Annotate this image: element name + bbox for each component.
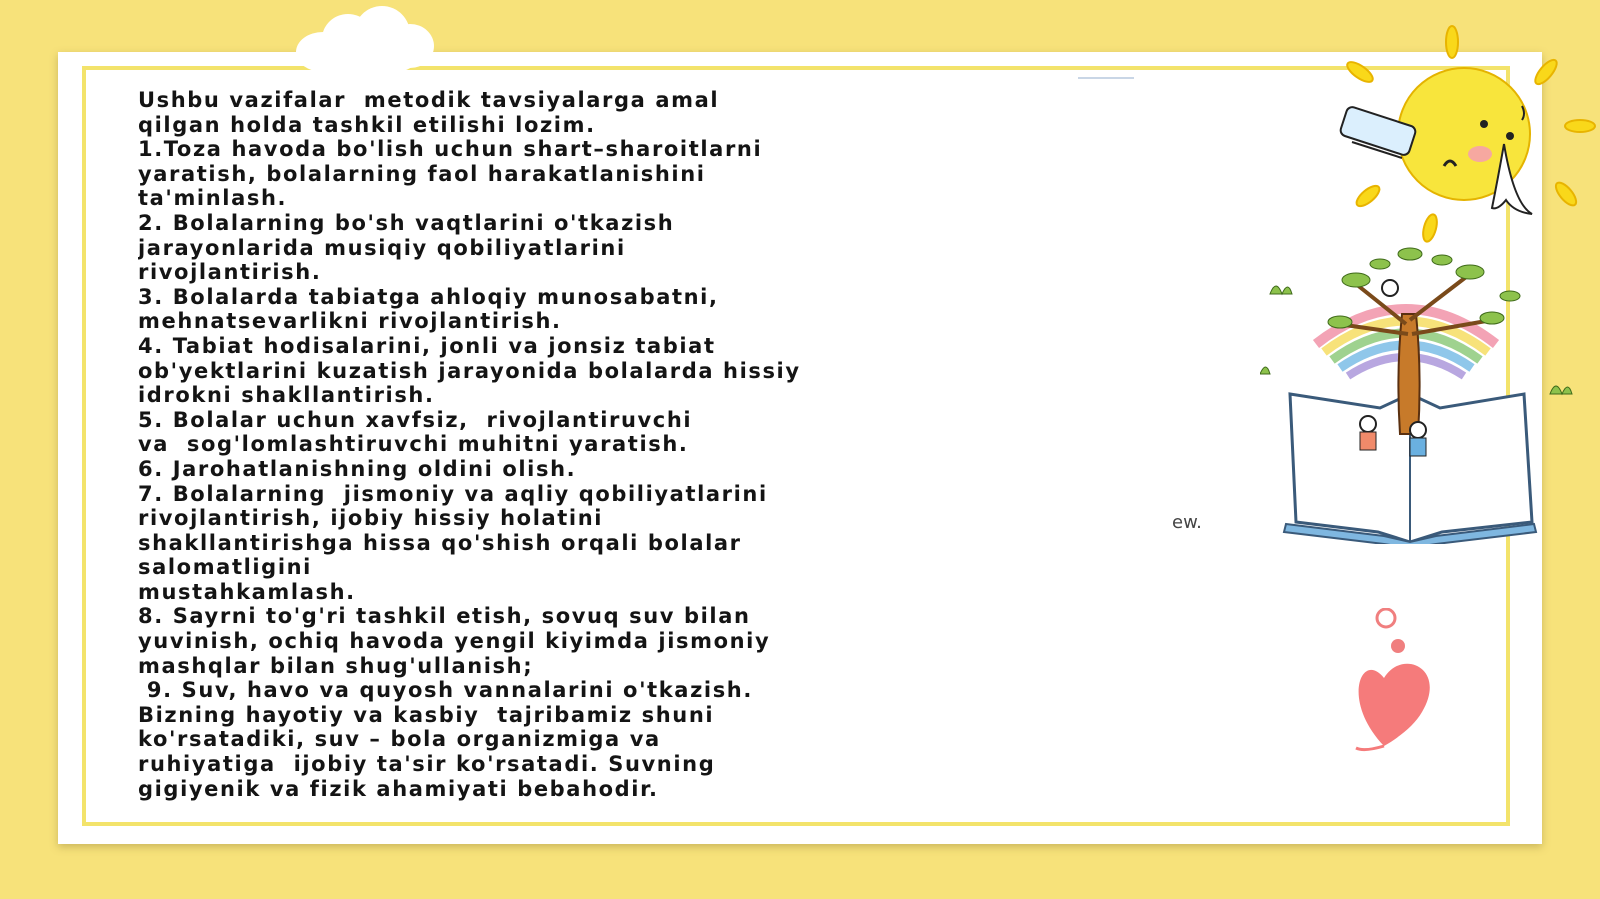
text-line: gigiyenik va fizik ahamiyati bebahodir. bbox=[138, 776, 659, 801]
text-line: va sog'lomlashtiruvchi muhitni yaratish. bbox=[138, 432, 689, 457]
text-line: 1.Toza havoda bo'lish uchun shart–sharoitlarni bbox=[138, 137, 763, 162]
text-line: 9. Suv, havo va quyosh vannalarini o'tkazish. bbox=[138, 678, 753, 703]
text-line: 5. Bolalar uchun xavfsiz, rivojlantiruvchi bbox=[138, 407, 693, 432]
cloud-decoration-icon bbox=[296, 6, 436, 76]
text-line: 7. Bolalarning jismoniy va aqliy qobiliyatlarini bbox=[138, 481, 768, 506]
text-line: yuvinish, ochiq havoda yengil kiyimda jismoniy bbox=[138, 629, 771, 654]
text-line: ko'rsatadiki, suv – bola organizmiga va bbox=[138, 727, 661, 752]
tree-book-illustration-icon bbox=[1260, 234, 1580, 544]
text-line: rivojlantirish. bbox=[138, 260, 322, 285]
text-line: 2. Bolalarning bo'sh vaqtlarini o'tkazish bbox=[138, 210, 675, 235]
heart-icon bbox=[1352, 608, 1462, 768]
text-line: ta'minlash. bbox=[138, 186, 288, 211]
text-line: jarayonlarida musiqiy qobiliyatlarini bbox=[138, 235, 626, 260]
text-line: Ushbu vazifalar metodik tavsiyalarga amal bbox=[138, 88, 720, 112]
text-line: shakllantirishga hissa qo'shish orqali bolalar bbox=[138, 530, 742, 555]
text-line: salomatligini bbox=[138, 555, 312, 580]
text-line: 3. Bolalarda tabiatga ahloqiy munosabatni, bbox=[138, 284, 719, 309]
text-line: idrokni shakllantirish. bbox=[138, 383, 435, 408]
text-line: ruhiyatiga ijobiy ta'sir ko'rsatadi. Suvning bbox=[138, 752, 716, 777]
stray-divider-line bbox=[1078, 77, 1134, 79]
text-line: qilgan holda tashkil etilishi lozim. bbox=[138, 112, 596, 137]
text-line: ob'yektlarini kuzatish jarayonida bolalarda hissiy bbox=[138, 358, 801, 383]
stray-text-fragment: ew. bbox=[1172, 512, 1202, 533]
sun-icon bbox=[1332, 16, 1600, 254]
text-line: mustahkamlash. bbox=[138, 579, 356, 604]
text-line: 8. Sayrni to'g'ri tashkil etish, sovuq suv bilan bbox=[138, 604, 751, 629]
text-line: mehnatsevarlikni rivojlantirish. bbox=[138, 309, 562, 334]
text-line: yaratish, bolalarning faol harakatlanishini bbox=[138, 161, 706, 186]
text-line: 4. Tabiat hodisalarini, jonli va jonsiz tabiat bbox=[138, 333, 716, 358]
text-line: mashqlar bilan shug'ullanish; bbox=[138, 653, 534, 678]
main-text-block bbox=[138, 88, 1138, 810]
text-line: 6. Jarohatlanishning oldini olish. bbox=[138, 456, 577, 481]
text-line: rivojlantirish, ijobiy hissiy holatini bbox=[138, 506, 604, 531]
text-line: Bizning hayotiy va kasbiy tajribamiz shuni bbox=[138, 702, 715, 727]
